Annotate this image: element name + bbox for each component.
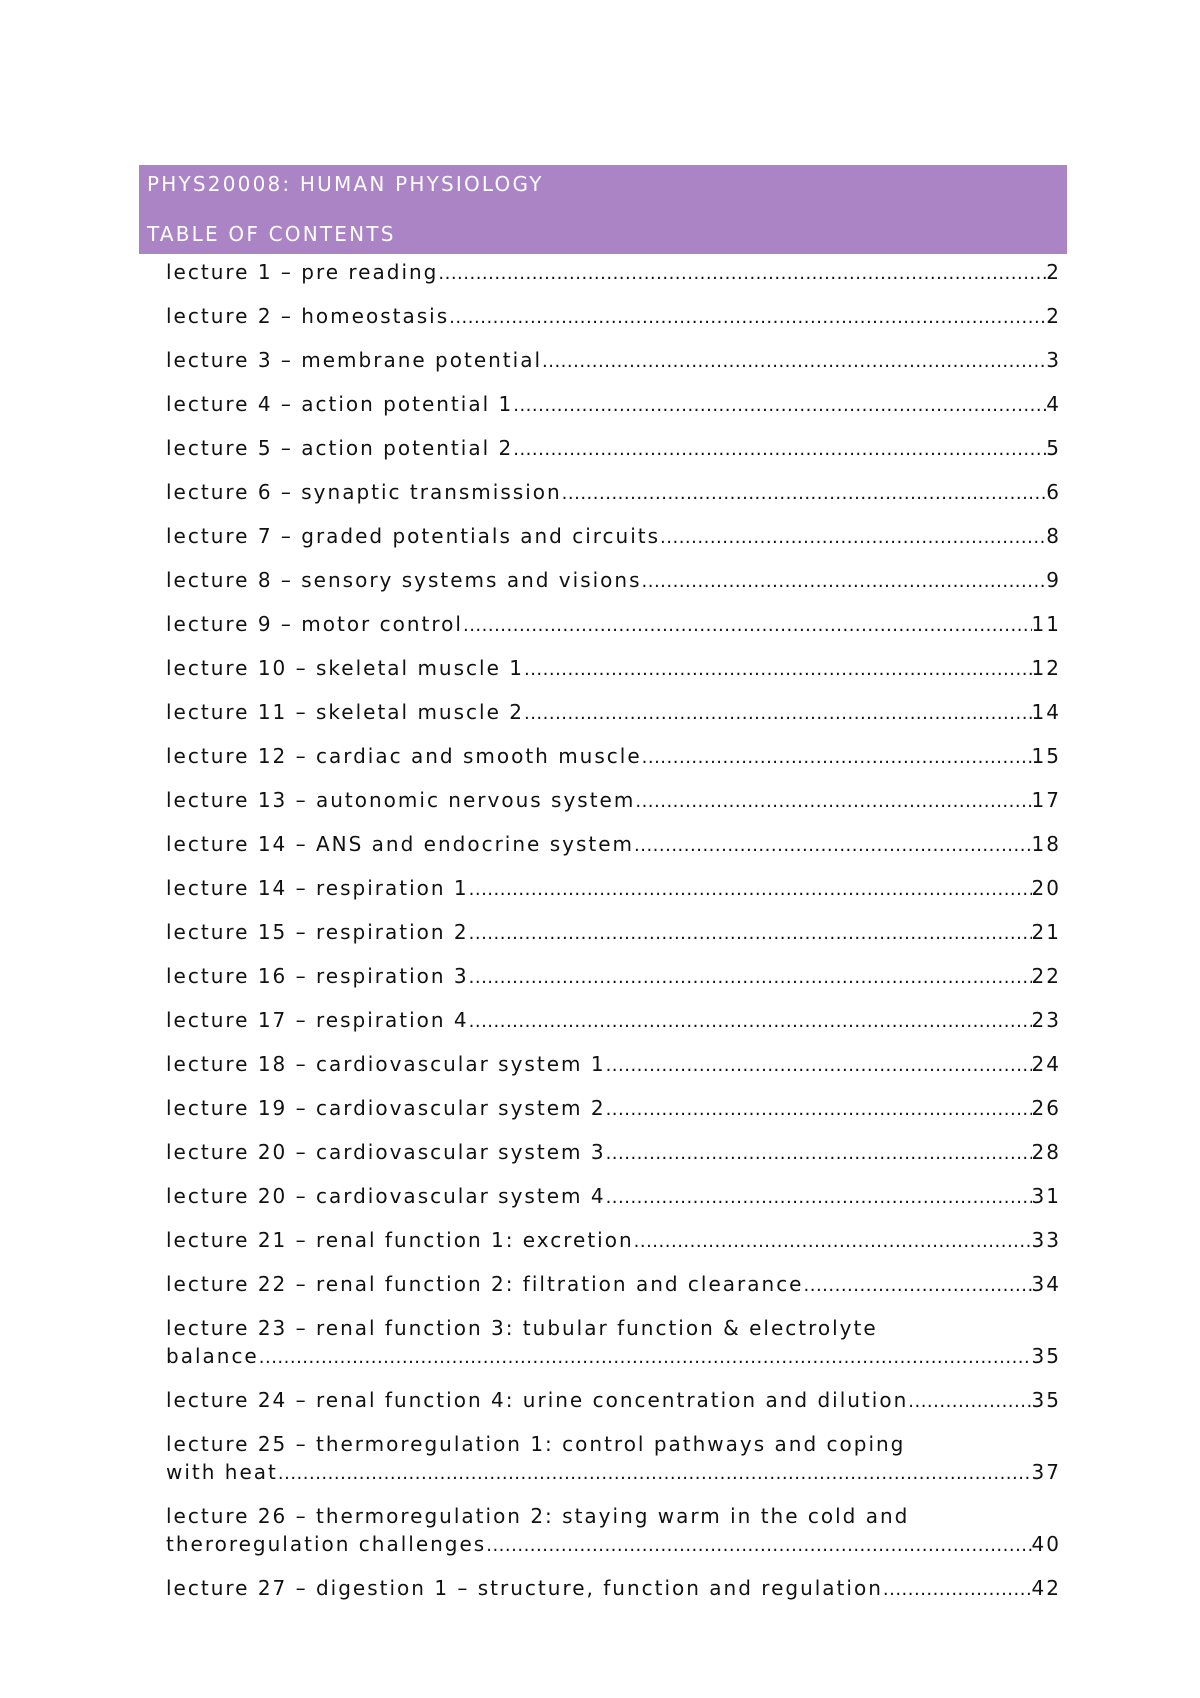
toc-page-number: 37 xyxy=(1031,1460,1061,1484)
toc-entry-label: lecture 20 – cardiovascular system 4 xyxy=(166,1184,606,1208)
toc-page-number: 40 xyxy=(1031,1532,1061,1556)
dot-leader xyxy=(642,744,1032,772)
toc-page-number: 3 xyxy=(1046,348,1061,372)
toc-entry-label: lecture 10 – skeletal muscle 1 xyxy=(166,656,524,680)
toc-entry[interactable] xyxy=(166,786,1061,816)
toc-entry[interactable] xyxy=(166,654,1061,684)
dot-leader xyxy=(606,1096,1032,1124)
toc-entry[interactable] xyxy=(166,1502,1061,1560)
toc-page-number: 31 xyxy=(1031,1184,1061,1208)
dot-leader xyxy=(908,1388,1031,1416)
dot-leader xyxy=(513,392,1046,420)
toc-entry[interactable] xyxy=(166,1386,1061,1416)
toc-entry[interactable] xyxy=(166,610,1061,640)
toc-entry-label: lecture 11 – skeletal muscle 2 xyxy=(166,700,524,724)
toc-entry[interactable] xyxy=(166,698,1061,728)
dot-leader xyxy=(469,1008,1032,1036)
toc-page-number: 33 xyxy=(1031,1228,1061,1252)
dot-leader xyxy=(449,304,1046,332)
dot-leader xyxy=(804,1272,1032,1300)
toc-entry[interactable] xyxy=(166,874,1061,904)
toc-entry-label: lecture 3 – membrane potential xyxy=(166,348,543,372)
toc-entry-label: lecture 1 – pre reading xyxy=(166,260,439,284)
dot-leader xyxy=(278,1460,1032,1488)
toc-page-number: 14 xyxy=(1031,700,1061,724)
dot-leader xyxy=(634,1228,1032,1256)
toc-entry[interactable] xyxy=(166,1574,1061,1604)
toc-entry[interactable] xyxy=(166,346,1061,376)
toc-title: TABLE OF CONTENTS xyxy=(147,222,396,246)
dot-leader xyxy=(524,656,1032,684)
toc-entry-label-continued: with heat xyxy=(166,1460,278,1484)
toc-entry[interactable] xyxy=(166,1182,1061,1212)
toc-entry-label: lecture 12 – cardiac and smooth muscle xyxy=(166,744,642,768)
toc-entry-label: lecture 18 – cardiovascular system 1 xyxy=(166,1052,606,1076)
course-title: PHYS20008: HUMAN PHYSIOLOGY xyxy=(147,172,544,196)
toc-entry-label: lecture 21 – renal function 1: excretion xyxy=(166,1228,634,1252)
toc-page-number: 35 xyxy=(1031,1344,1061,1368)
dot-leader xyxy=(469,876,1032,904)
toc-entry-label: lecture 6 – synaptic transmission xyxy=(166,480,562,504)
toc-entry-label: lecture 7 – graded potentials and circuits xyxy=(166,524,661,548)
toc-entry[interactable] xyxy=(166,1226,1061,1256)
toc-entry[interactable] xyxy=(166,566,1061,596)
toc-entry-label: lecture 16 – respiration 3 xyxy=(166,964,469,988)
toc-page-number: 8 xyxy=(1046,524,1061,548)
dot-leader xyxy=(542,348,1046,376)
dot-leader xyxy=(642,568,1047,596)
toc-entry-label: lecture 2 – homeostasis xyxy=(166,304,450,328)
toc-entry-label: lecture 9 – motor control xyxy=(166,612,463,636)
table-of-contents xyxy=(166,258,1061,1618)
dot-leader xyxy=(562,480,1047,508)
toc-page-number: 2 xyxy=(1046,260,1061,284)
toc-entry-label: lecture 15 – respiration 2 xyxy=(166,920,469,944)
toc-entry-label: lecture 5 – action potential 2 xyxy=(166,436,514,460)
toc-page-number: 15 xyxy=(1031,744,1061,768)
toc-page-number: 34 xyxy=(1031,1272,1061,1296)
toc-entry-label: lecture 8 – sensory systems and visions xyxy=(166,568,642,592)
toc-page-number: 23 xyxy=(1031,1008,1061,1032)
dot-leader xyxy=(524,700,1032,728)
toc-page-number: 28 xyxy=(1031,1140,1061,1164)
toc-entry[interactable] xyxy=(166,258,1061,288)
toc-entry[interactable] xyxy=(166,478,1061,508)
toc-entry-label: lecture 4 – action potential 1 xyxy=(166,392,514,416)
toc-page-number: 12 xyxy=(1031,656,1061,680)
dot-leader xyxy=(634,832,1032,860)
toc-entry-label: lecture 19 – cardiovascular system 2 xyxy=(166,1096,606,1120)
toc-entry-label: lecture 23 – renal function 3: tubular function & electrolyte xyxy=(166,1316,878,1340)
dot-leader xyxy=(259,1344,1032,1372)
toc-entry-label: lecture 24 – renal function 4: urine concentration and dilution xyxy=(166,1388,909,1412)
toc-entry[interactable] xyxy=(166,918,1061,948)
toc-page-number: 2 xyxy=(1046,304,1061,328)
toc-entry[interactable] xyxy=(166,1094,1061,1124)
dot-leader xyxy=(469,964,1032,992)
toc-page-number: 4 xyxy=(1046,392,1061,416)
toc-page-number: 26 xyxy=(1031,1096,1061,1120)
toc-page-number: 20 xyxy=(1031,876,1061,900)
toc-entry-label: lecture 22 – renal function 2: filtration and clearance xyxy=(166,1272,804,1296)
toc-page-number: 11 xyxy=(1031,612,1061,636)
toc-entry[interactable] xyxy=(166,1138,1061,1168)
toc-entry[interactable] xyxy=(166,1430,1061,1488)
toc-entry-label: lecture 17 – respiration 4 xyxy=(166,1008,469,1032)
toc-entry-label: lecture 27 – digestion 1 – structure, function and regulation xyxy=(166,1576,883,1600)
toc-entry[interactable] xyxy=(166,1270,1061,1300)
toc-entry-label: lecture 14 – respiration 1 xyxy=(166,876,469,900)
toc-page-number: 35 xyxy=(1031,1388,1061,1412)
toc-header xyxy=(139,165,1067,254)
toc-page-number: 5 xyxy=(1046,436,1061,460)
toc-entry-label: lecture 20 – cardiovascular system 3 xyxy=(166,1140,606,1164)
toc-entry[interactable] xyxy=(166,1314,1061,1372)
toc-page-number: 6 xyxy=(1046,480,1061,504)
toc-entry[interactable] xyxy=(166,302,1061,332)
toc-entry-label: lecture 25 – thermoregulation 1: control pathways and coping xyxy=(166,1432,906,1456)
dot-leader xyxy=(438,260,1046,288)
toc-entry[interactable] xyxy=(166,962,1061,992)
toc-entry-label: lecture 14 – ANS and endocrine system xyxy=(166,832,634,856)
toc-page-number: 22 xyxy=(1031,964,1061,988)
dot-leader xyxy=(513,436,1046,464)
toc-entry[interactable] xyxy=(166,390,1061,420)
toc-entry[interactable] xyxy=(166,434,1061,464)
toc-entry[interactable] xyxy=(166,742,1061,772)
toc-entry[interactable] xyxy=(166,522,1061,552)
toc-entry[interactable] xyxy=(166,1006,1061,1036)
toc-entry-label: lecture 13 – autonomic nervous system xyxy=(166,788,636,812)
dot-leader xyxy=(883,1576,1032,1604)
dot-leader xyxy=(486,1532,1031,1560)
toc-page-number: 9 xyxy=(1046,568,1061,592)
dot-leader xyxy=(606,1052,1032,1080)
dot-leader xyxy=(635,788,1031,816)
dot-leader xyxy=(469,920,1032,948)
toc-page-number: 42 xyxy=(1031,1576,1061,1600)
toc-page-number: 21 xyxy=(1031,920,1061,944)
toc-entry[interactable] xyxy=(166,1050,1061,1080)
toc-page-number: 24 xyxy=(1031,1052,1061,1076)
toc-entry-label: lecture 26 – thermoregulation 2: staying warm in the cold and xyxy=(166,1504,910,1528)
dot-leader xyxy=(606,1140,1032,1168)
toc-entry-label-continued: theroregulation challenges xyxy=(166,1532,487,1556)
dot-leader xyxy=(463,612,1032,640)
toc-page-number: 18 xyxy=(1031,832,1061,856)
dot-leader xyxy=(660,524,1046,552)
dot-leader xyxy=(606,1184,1032,1212)
toc-page-number: 17 xyxy=(1031,788,1061,812)
toc-entry[interactable] xyxy=(166,830,1061,860)
toc-entry-label-continued: balance xyxy=(166,1344,259,1368)
